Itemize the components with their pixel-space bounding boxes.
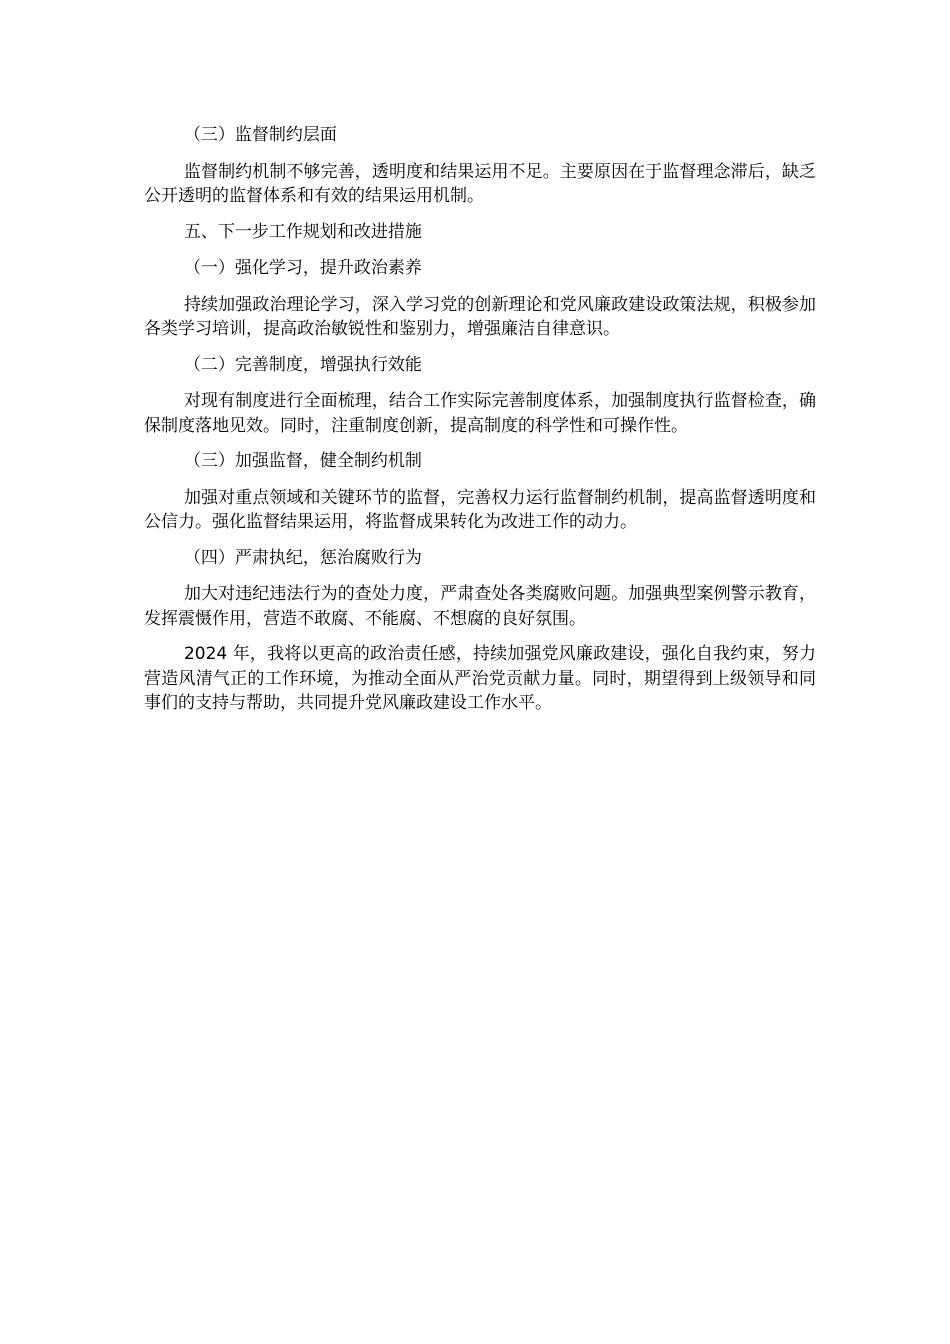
- document-page: [144, 123, 816, 727]
- paragraph-strengthen-supervision: 加强对重点领域和关键环节的监督，完善权力运行监督制约机制，提高监督透明度和公信力。强化监督结果运用，将监督成果转化为改进工作的动力。: [144, 487, 816, 532]
- subheading-improve-systems: （二）完善制度，增强执行效能: [183, 354, 422, 375]
- subheading-strengthen-supervision: （三）加强监督，健全制约机制: [183, 451, 422, 471]
- paragraph-supervision-issues: 监督制约机制不够完善，透明度和结果运用不足。主要原因在于监督理念滞后，缺乏公开透明的监督体系和有效的结果运用机制。: [144, 161, 816, 206]
- section-heading-supervision-level: （三）监督制约层面: [183, 125, 337, 145]
- subheading-strict-discipline: （四）严肃执纪，惩治腐败行为: [183, 547, 422, 568]
- paragraph-closing-2024: 2024 年，我将以更高的政治责任感，持续加强党风廉政建设，强化自我约束，努力营造风清气正的工作环境，为推动全面从严治党贡献力量。同时，期望得到上级领导和同事们的支持与帮助，共同提升党风廉政建设工作水平。: [144, 644, 816, 713]
- paragraph-strict-discipline: 加大对违纪违法行为的查处力度，严肃查处各类腐败问题。加强典型案例警示教育，发挥震慑作用，营造不敢腐、不能腐、不想腐的良好氛围。: [144, 584, 816, 629]
- section-heading-next-steps: 五、下一步工作规划和改进措施: [183, 221, 422, 242]
- subheading-strengthen-learning: （一）强化学习，提升政治素养: [183, 258, 422, 278]
- paragraph-strengthen-learning: 持续加强政治理论学习，深入学习党的创新理论和党风廉政建设政策法规，积极参加各类学习培训，提高政治敏锐性和鉴别力，增强廉洁自律意识。: [144, 294, 816, 339]
- paragraph-improve-systems: 对现有制度进行全面梳理，结合工作实际完善制度体系，加强制度执行监督检查，确保制度落地见效。同时，注重制度创新，提高制度的科学性和可操作性。: [144, 391, 816, 436]
